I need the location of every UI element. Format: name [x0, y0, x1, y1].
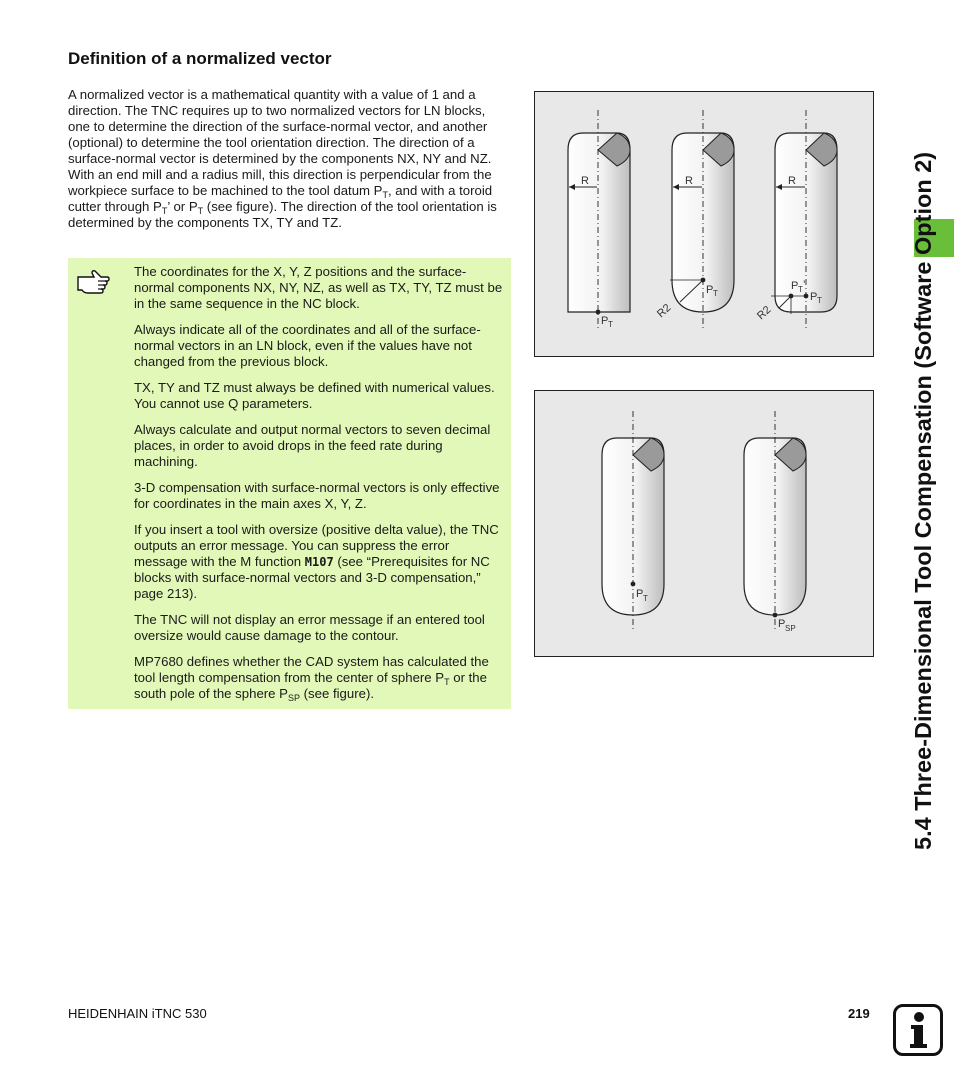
radius-label: R [685, 175, 693, 187]
note-item: TX, TY and TZ must always be defined with numerical values. You cannot use Q parameters. [134, 380, 495, 411]
radius-label: R [581, 175, 589, 187]
prime-mark: ’ [803, 279, 806, 291]
intro-subscript-3: T [197, 206, 204, 216]
section-heading: Definition of a normalized vector [68, 49, 332, 68]
chapter-title: 5.4 Three-Dimensional Tool Compensation (Software Option 2) [910, 151, 936, 850]
offset-point [789, 294, 794, 299]
point-subscript: SP [785, 624, 796, 633]
intro-text-1: A normalized vector is a mathematical quantity with a value of 1 and a direction. The TNC requires up to two normalized vectors for LN blocks, one to determine the direction of the surface-normal vector, and another (optional) to determine the tool orientation direction. The direction of a surface-normal vector is determined by the components NX, NY and NZ. With an end mill and a radius mill, this direction is perpendicular from the workpiece surface to be machined to the tool datum P [68, 87, 492, 198]
point-label: P [636, 588, 644, 600]
note-item: 3-D compensation with surface-normal vectors is only effective for coordinates in the main axes X, Y, Z. [134, 480, 500, 511]
note-subscript: T [444, 677, 450, 687]
point-label: P [706, 284, 714, 296]
tool-datum-point [804, 294, 809, 299]
note-text: MP7680 defines whether the CAD system has calculated the tool length compensation from the center of sphere P [134, 654, 489, 685]
intro-text-4: (see figure). The direction of the tool orientation is determined by the components TX, TY and TZ. [68, 199, 497, 230]
point-label: P [810, 291, 818, 303]
note-subscript: SP [287, 693, 300, 703]
intro-subscript-2: T [161, 206, 168, 216]
sphere-reference-figure [534, 390, 874, 657]
note-item: Always indicate all of the coordinates and all of the surface-normal vectors in an LN block, even if the values have not changed from the previous block. [134, 322, 481, 369]
tool-datum-point [701, 278, 706, 283]
corner-radius-label: R2 [754, 303, 774, 323]
intro-text-3: ’ or P [167, 199, 198, 214]
pointing-hand-icon [76, 268, 110, 294]
note-item [134, 654, 504, 702]
radius-mill-tool [655, 110, 734, 328]
tool-types-figure [534, 91, 874, 357]
radius-label: R [788, 175, 796, 187]
corner-radius-label: R2 [654, 301, 674, 321]
intro-paragraph [68, 87, 510, 231]
note-text: (see “Prerequisites for NC blocks with surface-normal vectors and 3-D compensation,” page 213). [134, 554, 490, 601]
note-text: If you insert a tool with oversize (positive delta value), the TNC outputs an error message. You can suppress the error message with the M function [134, 522, 499, 569]
function-code: M107 [304, 555, 334, 569]
note-item: The coordinates for the X, Y, Z positions and the surface-normal components NX, NY, NZ, as well as TX, TY, TZ must be in the same sequence in the NC block. [134, 264, 503, 311]
sphere-center-point [631, 582, 636, 587]
note-text: or the south pole of the sphere P [134, 670, 487, 701]
footer-product: HEIDENHAIN iTNC 530 [68, 1006, 207, 1021]
intro-text-2: , and with a toroid cutter through P [68, 183, 493, 214]
point-subscript: T [643, 594, 648, 603]
note-text: (see figure). [299, 686, 375, 701]
point-label: P [601, 315, 609, 327]
note-box [68, 258, 511, 709]
note-item: The TNC will not display an error message if an entered tool oversize would cause damage to the contour. [134, 612, 485, 643]
note-item [134, 522, 504, 602]
point-label: P [778, 618, 786, 630]
chapter-sidebar [880, 40, 940, 850]
toroid-cutter-tool [755, 110, 837, 328]
end-mill-tool [568, 110, 630, 329]
note-item: Always calculate and output normal vectors to seven decimal places, in order to avoid drops in the feed rate during machining. [134, 422, 491, 469]
sphere-south-pole-point [773, 613, 778, 618]
tool-datum-point [596, 310, 601, 315]
intro-subscript-1: T [382, 190, 388, 200]
point-label: P [791, 280, 799, 292]
point-subscript: T [608, 320, 613, 329]
point-subscript: T [817, 296, 822, 305]
ball-mill-center [602, 411, 664, 631]
page-number: 219 [848, 1006, 870, 1021]
ball-mill-south-pole [744, 411, 806, 633]
point-subscript: T [798, 285, 803, 294]
point-subscript: T [713, 289, 718, 298]
info-icon [893, 1004, 943, 1056]
notes-list [134, 264, 504, 712]
